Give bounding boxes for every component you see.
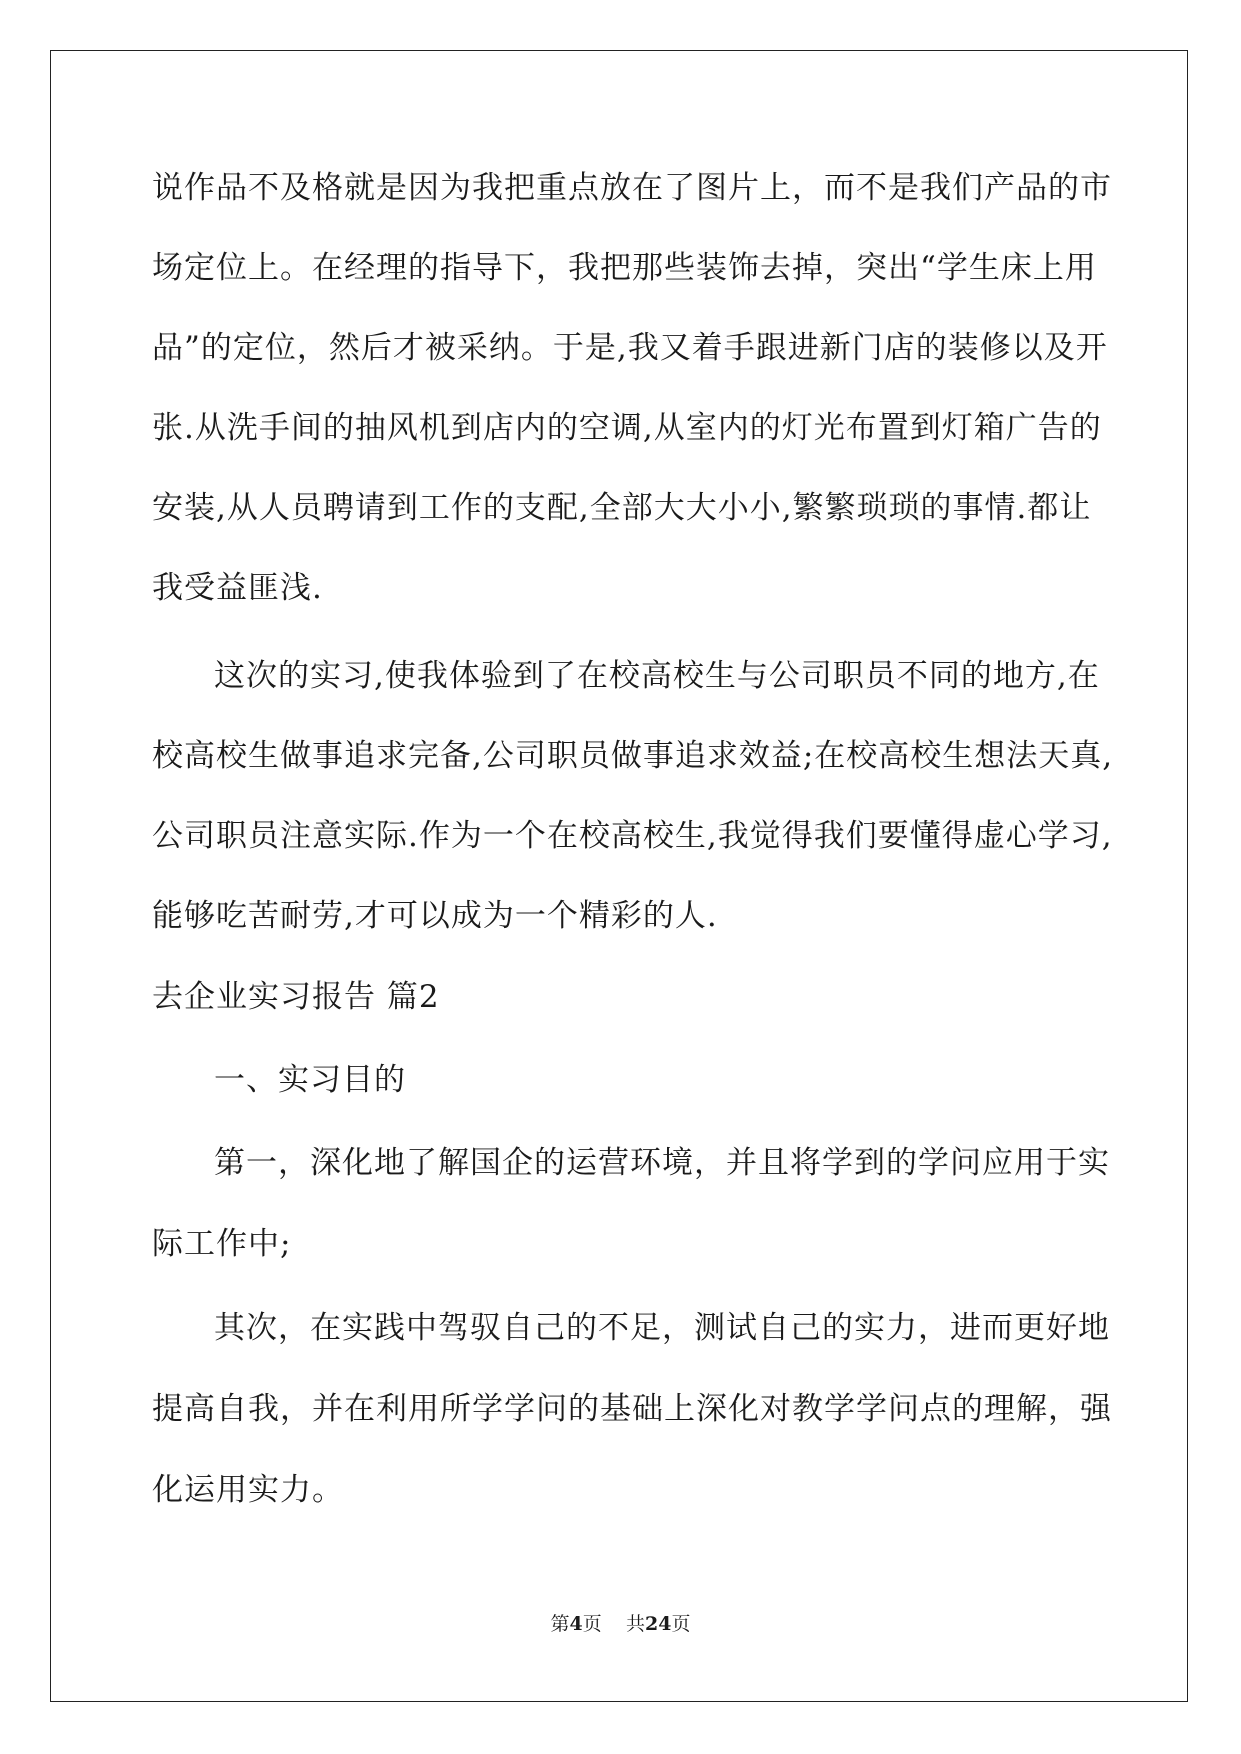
paragraph-first-line: 第一，深化地了解国企的运营环境，并且将学到的学问应用于实 bbox=[214, 1145, 1110, 1181]
text-line: 提高自我，并在利用所学学问的基础上深化对教学学问点的理解，强 bbox=[152, 1391, 1112, 1427]
text-line: 场定位上。在经理的指导下，我把那些装饰去掉，突出“学生床上用 bbox=[152, 250, 1097, 286]
page-prefix: 第 bbox=[550, 1613, 570, 1635]
paragraph-first-line: 其次，在实践中驾驭自己的不足，测试自己的实力，进而更好地 bbox=[214, 1310, 1110, 1346]
total-prefix: 共 bbox=[625, 1613, 645, 1635]
page-footer bbox=[0, 1609, 1241, 1636]
text-line: 际工作中; bbox=[152, 1226, 292, 1262]
page-number: 4 bbox=[569, 1613, 583, 1635]
text-line: 化运用实力。 bbox=[152, 1472, 344, 1508]
page-suffix: 页 bbox=[582, 1613, 602, 1635]
text-line: 能够吃苦耐劳,才可以成为一个精彩的人. bbox=[152, 898, 718, 934]
section-heading: 去企业实习报告 篇2 bbox=[152, 979, 440, 1015]
text-line: 我受益匪浅. bbox=[152, 570, 323, 606]
text-line: 品”的定位，然后才被采纳。于是,我又着手跟进新门店的装修以及开 bbox=[152, 330, 1108, 366]
text-line: 公司职员注意实际.作为一个在校高校生,我觉得我们要懂得虚心学习, bbox=[152, 818, 1113, 854]
total-suffix: 页 bbox=[671, 1613, 691, 1635]
text-line: 校高校生做事追求完备,公司职员做事追求效益;在校高校生想法天真, bbox=[152, 738, 1114, 774]
text-line: 安装,从人员聘请到工作的支配,全部大大小小,繁繁琐琐的事情.都让 bbox=[152, 490, 1092, 526]
subheading: 一、实习目的 bbox=[214, 1062, 406, 1098]
paragraph-first-line: 这次的实习,使我体验到了在校高校生与公司职员不同的地方,在 bbox=[214, 658, 1100, 694]
total-pages: 24 bbox=[644, 1613, 672, 1635]
text-line: 说作品不及格就是因为我把重点放在了图片上，而不是我们产品的市 bbox=[152, 170, 1112, 206]
page-border bbox=[50, 50, 1188, 1702]
text-line: 张.从洗手间的抽风机到店内的空调,从室内的灯光布置到灯箱广告的 bbox=[152, 410, 1102, 446]
